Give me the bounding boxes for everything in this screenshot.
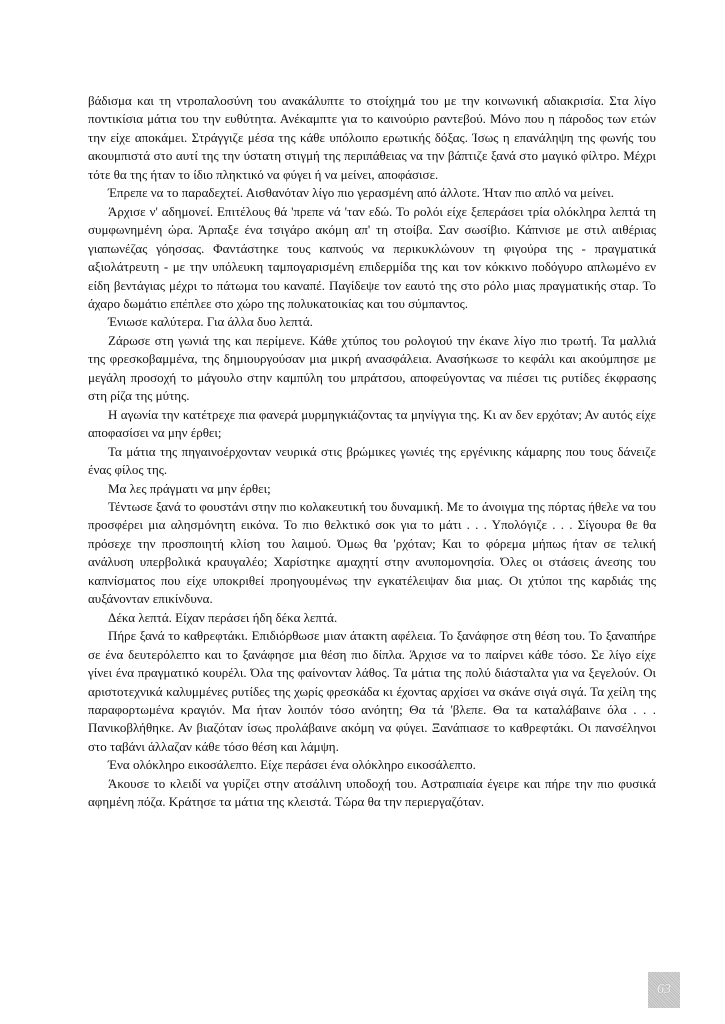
paragraph-5: Ζάρωσε στη γωνιά της και περίμενε. Κάθε χτύπος του ρολογιού την έκανε λίγο πιο τρωτή. Τα μαλλιά της φρεσκοβαμμένα, της δημιουργούσαν μια μικρή ανασφάλεια. Ανασήκωσε το κεφάλι και ακούμπησε με μεγάλη προσοχή το μάγουλο στην καμπύλη του μπράτσου, αποφεύγοντας να πιέσει τις ρυτίδες έκφρασης στη ρίζα της μύτης. <box>88 332 656 404</box>
paragraph-7: Τα μάτια της πηγαινοέρχονταν νευρικά στις βρώμικες γωνιές της εργένικης κάμαρης που τους δάνειζε ένας φίλος της. <box>88 443 656 478</box>
paragraph-1: βάδισμα και τη ντροπαλοσύνη του ανακάλυπτε το στοίχημά του με την κοινωνική αδιακρισία. Στα λίγο ποντικίσια μάτια του την ευθύτητα. Ανέκαμπτε για το καινούριο ραντεβού. Μόνο που η πάροδος των ετών την είχε αποκάμει. Στράγγιζε μέσα της κάθε υπόλοιπο ερωτικής δόξας. Ίσως η επανάληψη της φωνής του ακουμπιστά στο αυτί της την ύστατη στιγμή της περιπάθειας να την βάπτιζε ξανά στο μαγικό φίλτρο. Μέχρι τότε θα της ήταν το ίδιο πληκτικό να φύγει ή να μείνει, αποφάσισε. <box>88 93 656 182</box>
page-number-box <box>648 972 680 1008</box>
paragraph-2: Έπρεπε να το παραδεχτεί. Αισθανόταν λίγο πιο γερασμένη από άλλοτε. Ήταν πιο απλό να μείνει. <box>108 185 615 201</box>
paragraph-12: Ένα ολόκληρο εικοσάλεπτο. Είχε περάσει ένα ολόκληρο εικοσάλεπτο. <box>108 757 476 773</box>
paragraph-10: Δέκα λεπτά. Είχαν περάσει ήδη δέκα λεπτά. <box>108 609 338 625</box>
paragraph-9: Τέντωσε ξανά το φουστάνι στην πιο κολακευτική του δυναμική. Με το άνοιγμα της πόρτας ήθελε να του προσφέρει μια αλησμόνητη εικόνα. Το πιο θελκτικό σοκ για το μάτι . . . Υπολόγιζε . . . Σίγουρα θε θα πρόσεχε την προσποιητή κλίση του λαιμού. Όμως θα 'ρχόταν; Και το φόρεμα μήπως ήταν σε τελική ανάλυση υπερβολικά κραυγαλέο; Χαρίστηκε αμαχητί στην ανυπομονησία. Όλες οι στάσεις άνεσης του καπνίσματος που είχε υποκριθεί προηγουμένως την εγκατέλειψαν δια μιας. Οι χτύποι της καρδιάς της αυξάνονταν επικίνδυνα. <box>88 498 656 607</box>
paragraph-11: Πήρε ξανά το καθρεφτάκι. Επιδιόρθωσε μιαν άτακτη αφέλεια. Το ξανάφησε στη θέση του. Το ξαναπήρε σε ένα δευτερόλεπτο και το ξανάφησε μια θέση πιο δίπλα. Άρχισε να το παίρνει κάθε τόσο. Σε λίγο είχε γίνει ένα πραγματικό κουρέλι. Όλα της φαίνονταν λάθος. Τα μάτια της πολύ διάσταλτα για να ξεγελούν. Οι αριστοτεχνικά καλυμμένες ρυτίδες της χωρίς φρεσκάδα κι έχοντας αρχίσει να σκάνε σιγά σιγά. Τα χείλη της παραφορτωμένα κραγιόν. Μα ήταν λοιπόν τόσο ανόητη; Θα τά 'βλεπε. Θα τα καταλάβαινε όλα . . . Πανικοβλήθηκε. Αν βιαζόταν ίσως προλάβαινε ακόμη να φύγει. Ξανάπιασε το καθρεφτάκι. Οι πανσέληνοι στο ταβάνι άλλαζαν κάθε τόσο θέση και λάμψη. <box>88 628 656 754</box>
paragraph-13: Άκουσε το κλειδί να γυρίζει στην ατσάλινη υποδοχή του. Αστραπιαία έγειρε και πήρε την πιο φυσικά αφημένη πόζα. Κράτησε τα μάτια της κλειστά. Τώρα θα την περιεργαζόταν. <box>88 775 656 810</box>
paragraph-4: Ένιωσε καλύτερα. Για άλλα δυο λεπτά. <box>108 314 313 330</box>
page-number: 63 <box>657 982 671 997</box>
paragraph-6: Η αγωνία την κατέτρεχε πια φανερά μυρμηγκιάζοντας τα μηνίγγια της. Κι αν δεν ερχόταν; Αν αυτός είχε αποφασίσει να μην έρθει; <box>88 406 656 441</box>
paragraph-3: Άρχισε ν' αδημονεί. Επιτέλους θά 'πρεπε νά 'ταν εδώ. Το ρολόι είχε ξεπεράσει τρία ολόκληρα λεπτά τη συμφωνημένη ώρα. Άρπαξε ένα τσιγάρο ακόμη απ' τη στοίβα. Σαν σωσίβιο. Κάπνισε με στιλ αιθέριας γιαπωνέζας γόησσας. Φαντάστηκε τους καπνούς να περικυκλώνουν τη φιγούρα της - πραγματικά αξιολάτρευτη - με την υπόλευκη ταμπογαρισμένη επιδερμίδα της και τον κόκκινο ποδόγυρο απλωμένο εν είδη βεντάγιας μέχρι το πάτωμα του καναπέ. Παγίδεψε τον εαυτό της στο ρόλο μιας πραγματικής σταρ. Το άχαρο δωμάτιο επέπλεε στο χώρο της πολυκατοικίας και του σύμπαντος. <box>88 203 656 311</box>
body-text <box>88 92 656 812</box>
paragraph-8: Μα λες πράγματι να μην έρθει; <box>108 480 271 496</box>
